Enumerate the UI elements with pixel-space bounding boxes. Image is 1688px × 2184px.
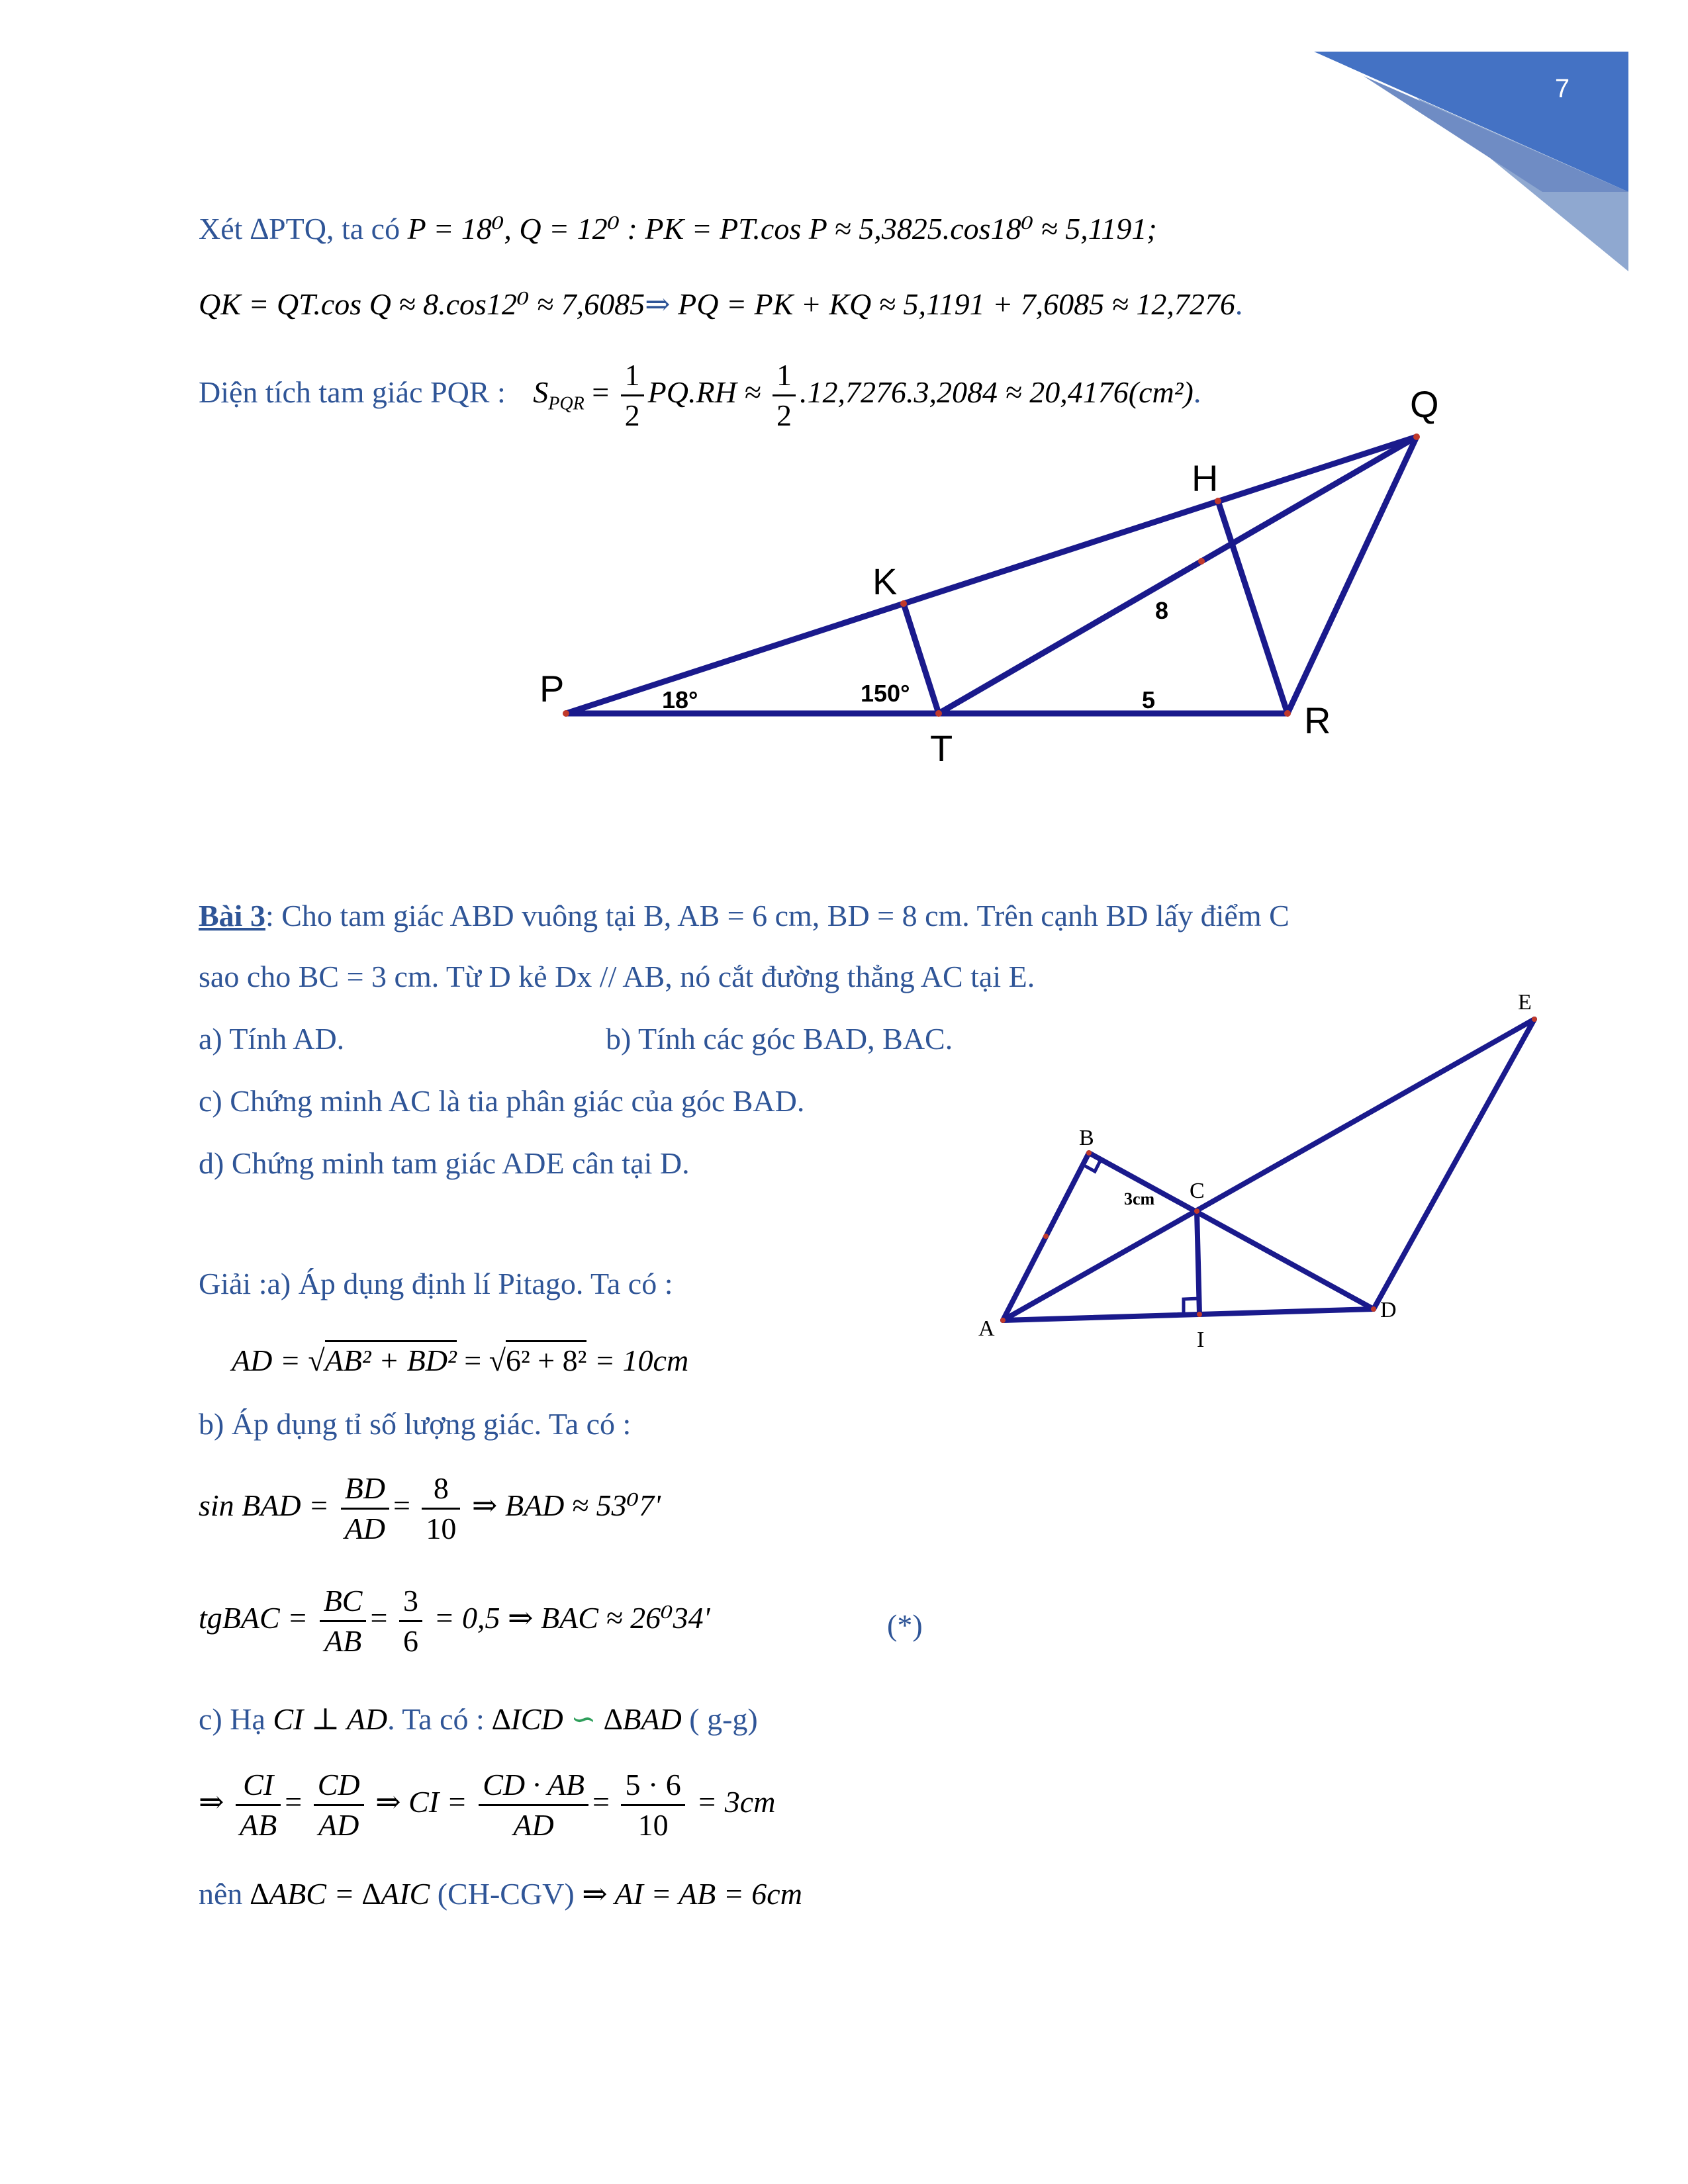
ratio-formula: ⇒ $\frac{CI}{AB}$ = $\frac{CD}{AD}$ ⇒ CI = $\frac{CD \cdot AB}{AD}$ = $\frac{5 \cdot 6}{10}$ = 3cm	[199, 1766, 775, 1844]
last-reason: (CH-CGV)	[430, 1877, 583, 1911]
block1-formula2b: PQ = PK + KQ ≈ 5,1191 + 7,6085 ≈ 12,7276	[678, 287, 1235, 321]
problem3-statement1: : Cho tam giác ABD vuông tại B, AB = 6 cm, BD = 8 cm. Trên cạnh BD lấy điểm C	[265, 899, 1289, 933]
label-d: D	[1380, 1298, 1397, 1322]
area-subscript: PQR	[548, 393, 585, 414]
c-triangle-icd: ∆ICD	[492, 1702, 563, 1736]
ad-root-1: AB² + BD²	[325, 1340, 457, 1377]
label-angle-t: 150°	[861, 680, 910, 707]
ad-lhs: AD =	[232, 1343, 308, 1377]
segment-ad	[1003, 1309, 1374, 1320]
ratio-fraction-4: $\frac{5 \cdot 6}{10}$	[621, 1766, 684, 1844]
ad-mid: =	[456, 1343, 489, 1377]
tg-lhs: tgBAC =	[199, 1601, 316, 1635]
page-number: 7	[1554, 74, 1570, 103]
question-c: c) Chứng minh AC là tia phân giác của góc BAD.	[199, 1084, 805, 1118]
solution-intro: Giải :a) Áp dụng định lí Pitago. Ta có :	[199, 1267, 673, 1300]
area-label: Diện tích tam giác PQR :	[199, 375, 506, 410]
tg-fraction-2: $\frac{3}{6}$	[399, 1582, 422, 1661]
c-mid: . Ta có :	[387, 1702, 492, 1736]
ratio-fraction-3: $\frac{CD \cdot AB}{AD}$	[479, 1766, 588, 1844]
ratio-mid: ⇒ CI =	[375, 1785, 475, 1819]
label-length-tq: 8	[1155, 597, 1169, 624]
sin-fraction-2: $\frac{8}{10}$	[422, 1469, 460, 1548]
ad-formula	[232, 1342, 688, 1379]
sqrt-sign-1: √	[308, 1343, 325, 1377]
block1-arrow: ⇒	[645, 287, 671, 321]
label-q: Q	[1410, 383, 1439, 425]
last-intro: nên	[199, 1877, 250, 1911]
segment-bd	[1089, 1153, 1374, 1309]
tg-fraction-1: $\frac{BC}{AB}$	[320, 1582, 367, 1661]
label-b: B	[1079, 1126, 1094, 1150]
ratio-fraction-1: $\frac{CI}{AB}$	[236, 1766, 281, 1844]
ratio-rhs: = 3cm	[696, 1785, 776, 1819]
b-intro: b) Áp dụng tỉ số lượng giác. Ta có :	[199, 1407, 632, 1441]
label-r: R	[1304, 700, 1331, 741]
area-mid: PQ.RH ≈	[647, 375, 769, 410]
c-intro: c) Hạ	[199, 1702, 273, 1736]
sin-lhs: sin BAD =	[199, 1488, 337, 1523]
label-k: K	[872, 561, 898, 602]
c-triangle-bad: ∆BAD	[604, 1702, 682, 1736]
sin-rhs: ⇒ BAD ≈ 53⁰7'	[471, 1488, 661, 1523]
block1-intro: Xét ∆PTQ, ta có	[199, 212, 408, 246]
ad-rhs: = 10cm	[586, 1343, 689, 1377]
sin-formula: sin BAD = $\frac{BD}{AD}$ = $\frac{8}{10}$ ⇒ BAD ≈ 53⁰7'	[199, 1469, 661, 1548]
area-dot: .	[1193, 375, 1201, 410]
label-c: C	[1190, 1179, 1205, 1203]
label-i: I	[1197, 1328, 1205, 1352]
tg-note: (*)	[887, 1608, 923, 1642]
label-e: E	[1518, 990, 1532, 1015]
similar-icon: ∽	[571, 1702, 596, 1736]
ratio-fraction-2: $\frac{CD}{AD}$	[314, 1766, 364, 1844]
label-a: A	[978, 1316, 995, 1341]
c-line	[199, 1701, 758, 1738]
area-symbol: S	[533, 375, 549, 410]
question-a: a) Tính AD.	[199, 1022, 345, 1056]
last-line	[199, 1876, 802, 1913]
question-d: d) Chứng minh tam giác ADE cân tại D.	[199, 1146, 690, 1180]
block1-formula1: P = 18⁰, Q = 12⁰ : PK = PT.cos P ≈ 5,3825.cos18⁰ ≈ 5,1191;	[407, 212, 1157, 246]
half-fraction-1: $\frac{1}{2}$	[621, 356, 644, 435]
half-fraction-2: $\frac{1}{2}$	[773, 356, 796, 435]
ratio-arrow: ⇒	[199, 1785, 224, 1819]
block1-dot: .	[1235, 287, 1243, 321]
label-h: H	[1192, 457, 1219, 499]
label-length-tr: 5	[1142, 686, 1156, 713]
c-gg: ( g-g)	[681, 1702, 758, 1736]
last-result: ⇒ AI = AB = 6cm	[582, 1877, 802, 1911]
problem3-title: Bài 3	[199, 899, 265, 933]
c-perp: CI ⊥ AD	[273, 1702, 388, 1736]
label-bc-length: 3cm	[1124, 1189, 1155, 1208]
sin-fraction-1: $\frac{BD}{AD}$	[341, 1469, 389, 1548]
ad-root-2: 6² + 8²	[506, 1340, 587, 1377]
last-congruence: ∆ABC = ∆AIC	[250, 1877, 430, 1911]
problem3-statement2: sao cho BC = 3 cm. Từ D kẻ Dx // AB, nó cắt đường thẳng AC tại E.	[199, 960, 1035, 993]
tg-rhs: = 0,5 ⇒ BAC ≈ 26⁰34'	[434, 1601, 710, 1635]
tg-formula: tgBAC = $\frac{BC}{AB}$ = $\frac{3}{6}$ = 0,5 ⇒ BAC ≈ 26⁰34'	[199, 1582, 710, 1661]
question-b: b) Tính các góc BAD, BAC.	[606, 1022, 953, 1056]
sqrt-sign-2: √	[489, 1343, 506, 1377]
block1-formula2a: QK = QT.cos Q ≈ 8.cos12⁰ ≈ 7,6085	[199, 287, 645, 321]
label-angle-p: 18°	[662, 686, 698, 713]
label-t: T	[930, 727, 953, 769]
area-eq: =	[584, 375, 617, 410]
label-p: P	[539, 668, 565, 709]
area-result: .12,7276.3,2084 ≈ 20,4176(cm²)	[800, 375, 1194, 410]
